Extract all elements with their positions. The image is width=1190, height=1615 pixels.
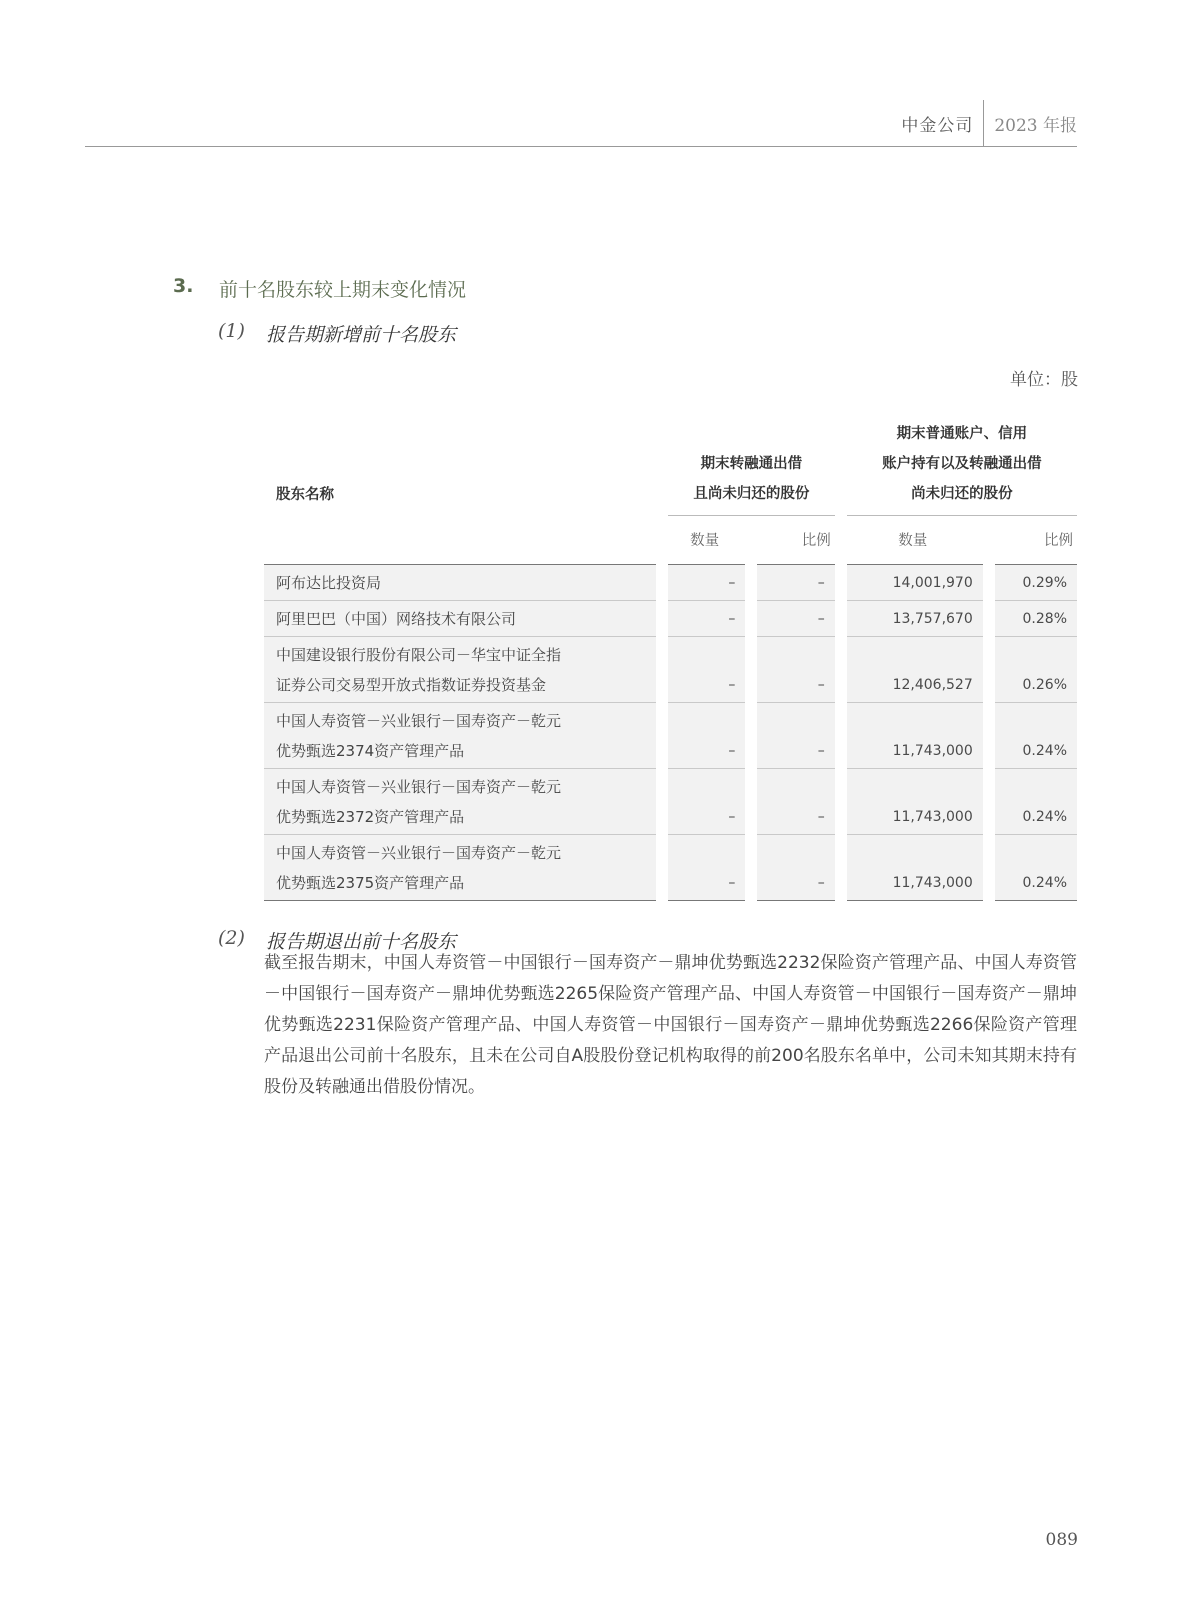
subsection-2-number: (2)	[218, 927, 245, 949]
shareholder-name-line: 中国人寿资管－兴业银行－国寿资产－乾元	[276, 712, 562, 730]
lent-ratio: –	[757, 769, 834, 835]
table-row	[264, 769, 1077, 835]
lent-ratio: –	[757, 601, 834, 637]
lent-ratio: –	[757, 637, 834, 703]
subsection-1-heading	[218, 320, 456, 347]
lent-quantity: –	[668, 703, 745, 769]
shareholder-name-line: 中国人寿资管－兴业银行－国寿资产－乾元	[276, 844, 562, 862]
shareholder-name	[264, 769, 656, 835]
section-title: 前十名股东较上期末变化情况	[219, 279, 467, 301]
column-group-held-line: 尚未归还的股份	[911, 486, 1013, 502]
column-header-lent-qty: 数量	[668, 516, 745, 565]
column-header-spacer	[264, 516, 656, 565]
held-ratio: 0.26%	[995, 637, 1077, 703]
lent-quantity: –	[668, 769, 745, 835]
shareholder-name	[264, 601, 656, 637]
column-header-name: 股东名称	[276, 487, 334, 503]
section-number: 3.	[173, 275, 194, 297]
subsection-2-title: 报告期退出前十名股东	[266, 931, 457, 953]
shareholder-name	[264, 835, 656, 901]
column-group-held-line: 期末普通账户、信用	[896, 426, 1028, 442]
held-quantity: 11,743,000	[847, 835, 983, 901]
column-group-lent-line: 期末转融通出借	[700, 456, 803, 472]
lent-quantity: –	[668, 601, 745, 637]
table-row	[264, 565, 1077, 601]
lent-quantity: –	[668, 637, 745, 703]
held-quantity: 12,406,527	[847, 637, 983, 703]
column-group-held-line: 账户持有以及转融通出借	[882, 456, 1042, 472]
subsection-1-number: (1)	[218, 320, 245, 342]
column-header-qty: 数量	[847, 516, 983, 565]
exited-shareholders-paragraph: 截至报告期末，中国人寿资管－中国银行－国寿资产－鼎坤优势甄选2232保险资产管理产品、中国人寿资管－中国银行－国寿资产－鼎坤优势甄选2265保险资产管理产品、中国人寿资管－中国银行－国寿资产－鼎坤优势甄选2231保险资产管理产品、中国人寿资管－中国银行－国寿资产－鼎坤优势甄选2266保险资产管理产品退出公司前十名股东，且未在公司自A股股份登记机构取得的前200名股东名单中，公司未知其期末持有股份及转融通出借股份情况。	[264, 953, 1077, 1097]
company-name: 中金公司	[901, 115, 974, 136]
column-group-held	[847, 418, 1077, 516]
section-heading	[173, 275, 466, 302]
lent-quantity: –	[668, 835, 745, 901]
shareholder-name-line: 中国人寿资管－兴业银行－国寿资产－乾元	[276, 778, 562, 796]
held-ratio: 0.24%	[995, 835, 1077, 901]
shareholder-name	[264, 565, 656, 601]
column-header-ratio: 比例	[995, 516, 1077, 565]
shareholder-name-line: 阿里巴巴（中国）网络技术有限公司	[276, 610, 517, 628]
header-rule	[85, 146, 1077, 147]
column-group-lent	[668, 418, 835, 516]
held-ratio: 0.24%	[995, 703, 1077, 769]
subsection-1-title: 报告期新增前十名股东	[266, 324, 457, 346]
page-header	[901, 100, 1077, 146]
lent-ratio: –	[757, 565, 834, 601]
column-header-lent-ratio: 比例	[757, 516, 834, 565]
lent-ratio: –	[757, 835, 834, 901]
shareholder-name	[264, 703, 656, 769]
unit-label: 单位：股	[1010, 370, 1078, 390]
report-year: 2023 年报	[994, 115, 1077, 136]
held-quantity: 14,001,970	[847, 565, 983, 601]
table-row	[264, 835, 1077, 901]
new-shareholders-table	[252, 418, 1089, 901]
table-row	[264, 703, 1077, 769]
shareholder-name	[264, 637, 656, 703]
page-number: 089	[1045, 1530, 1078, 1550]
held-ratio: 0.24%	[995, 769, 1077, 835]
shareholder-name-line: 证券公司交易型开放式指数证券投资基金	[276, 676, 547, 694]
shareholder-name-line: 优势甄选2372资产管理产品	[276, 808, 465, 826]
held-ratio: 0.28%	[995, 601, 1077, 637]
lent-ratio: –	[757, 703, 834, 769]
held-ratio: 0.29%	[995, 565, 1077, 601]
shareholder-name-line: 阿布达比投资局	[276, 574, 382, 592]
shareholder-name-line: 中国建设银行股份有限公司－华宝中证全指	[276, 646, 562, 664]
held-quantity: 13,757,670	[847, 601, 983, 637]
held-quantity: 11,743,000	[847, 769, 983, 835]
shareholder-name-line: 优势甄选2374资产管理产品	[276, 742, 465, 760]
held-quantity: 11,743,000	[847, 703, 983, 769]
shareholder-name-line: 优势甄选2375资产管理产品	[276, 874, 465, 892]
table-row	[264, 601, 1077, 637]
lent-quantity: –	[668, 565, 745, 601]
column-group-lent-line: 且尚未归还的股份	[693, 486, 810, 502]
table-row	[264, 637, 1077, 703]
